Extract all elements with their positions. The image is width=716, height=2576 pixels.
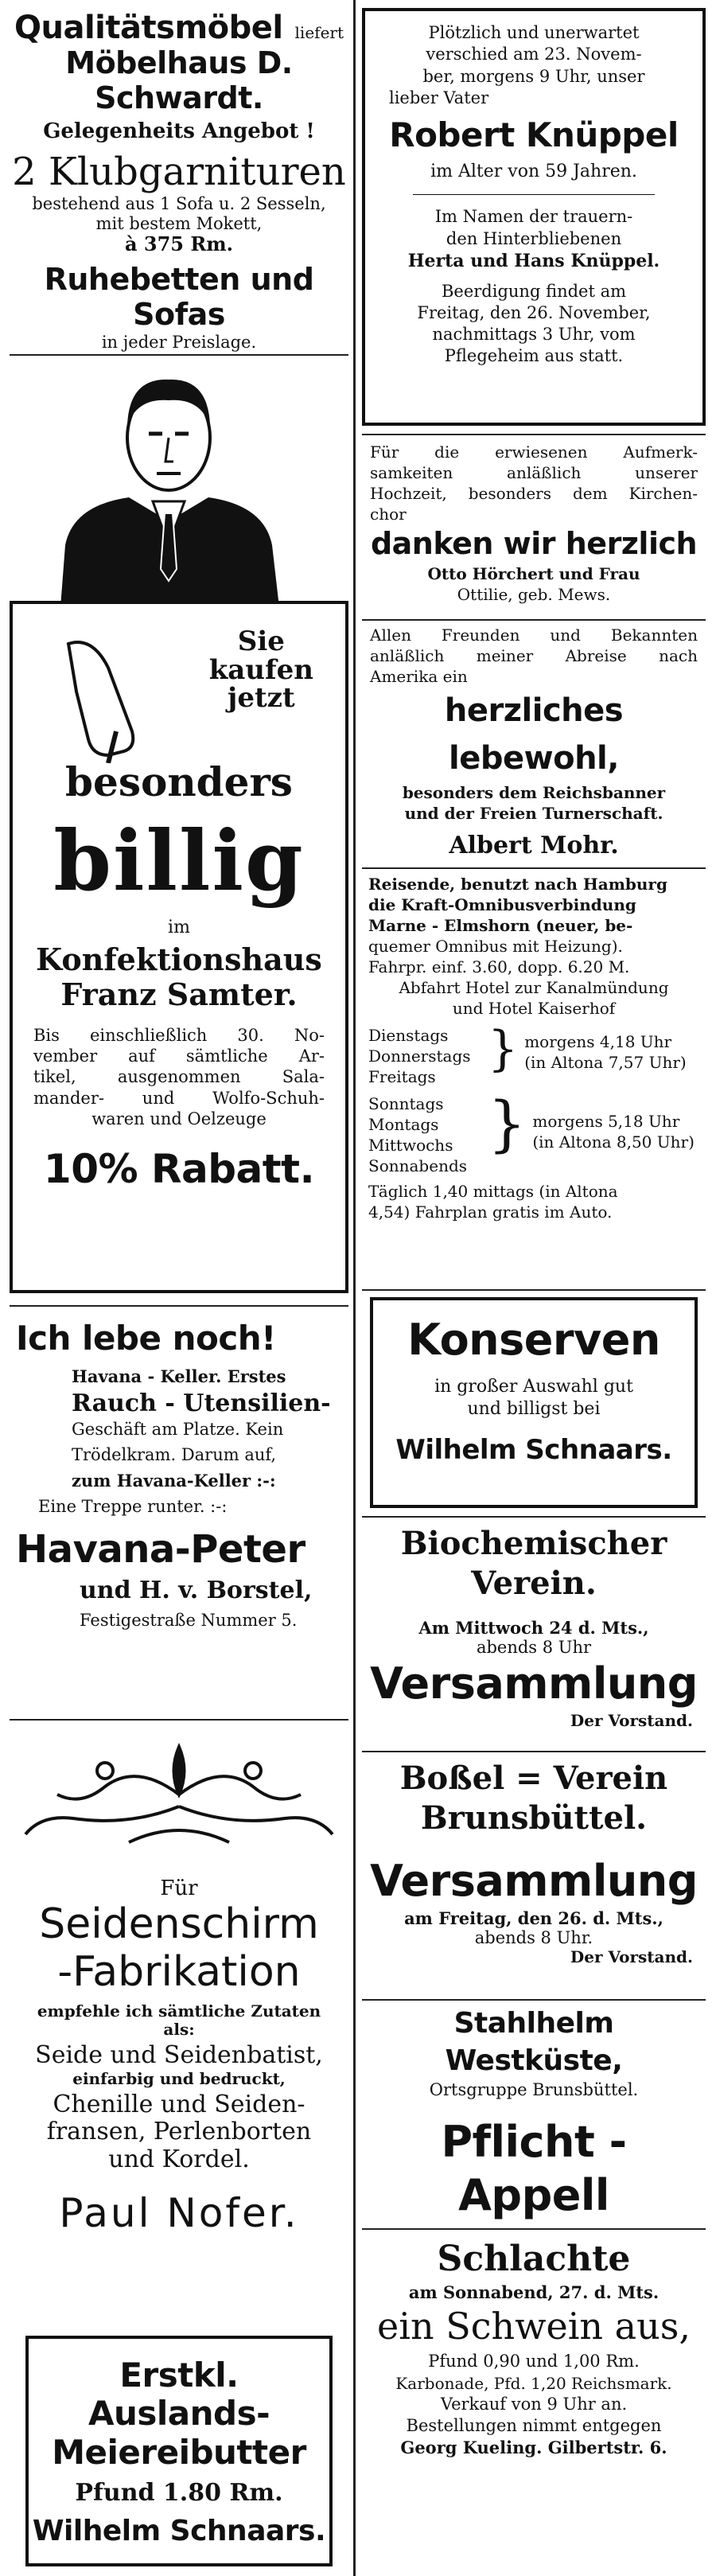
butter-l4: Wilhelm Schnaars.	[32, 2515, 326, 2548]
samter-line1: Sie	[237, 625, 285, 657]
dank-l5: danken wir herzlich	[370, 526, 698, 561]
bio-l3: Am Mittwoch 24 d. Mts.,	[418, 1618, 649, 1638]
dank-l3: Hochzeit, besonders dem Kirchen-	[370, 484, 698, 503]
omnibus-d3: Freitags	[368, 1067, 436, 1086]
bossel-l2: Brunsbüttel.	[420, 1799, 648, 1837]
separator	[362, 1289, 706, 1291]
omnibus-brace-1: }	[488, 1021, 519, 1077]
moebel-line6: mit bestem Mokett,	[95, 213, 263, 233]
mohr-l6: und der Freien Turnerschaft.	[404, 804, 663, 823]
nofer-l1: Für	[160, 1876, 198, 1900]
butter-l3: Pfund 1.80 Rm.	[75, 2478, 283, 2507]
omnibus-ad	[362, 874, 706, 1288]
death-l9: Freitag, den 26. November,	[417, 302, 651, 322]
omnibus-d4: Sonntags	[368, 1094, 444, 1113]
bossel-l6: Der Vorstand.	[570, 1947, 693, 1966]
konserven-l3: und billigst bei	[467, 1399, 601, 1420]
separator	[362, 619, 706, 621]
omnibus-l9: 4,54) Fahrplan gratis im Auto.	[368, 1202, 613, 1222]
bossel-l5: abends 8 Uhr.	[474, 1927, 593, 1947]
samter-line7: Konfektionshaus	[36, 941, 322, 978]
bossel-l4: am Freitag, den 26. d. Mts.,	[404, 1908, 663, 1928]
bossel-l3: Versammlung	[370, 1856, 698, 1906]
death-l3: ber, morgens 9 Uhr, unser	[422, 66, 645, 86]
schlachte-l1: Schlachte	[437, 2239, 631, 2279]
omnibus-l2: die Kraft-Omnibusverbindung	[368, 895, 636, 914]
butter-ad	[25, 2336, 333, 2566]
butter-l2: Meiereibutter	[52, 2432, 306, 2472]
stahl-l3: Pflicht - Appell	[441, 2116, 627, 2220]
havana-l7: Havana-Peter	[16, 1527, 305, 1572]
bossel-ad	[362, 1759, 706, 1993]
pointing-hand-icon	[60, 636, 156, 763]
mohr-l4: herzliches lebewohl,	[444, 692, 624, 777]
death-l8: Beerdigung findet am	[441, 281, 627, 301]
omnibus-l5: Fahrpr. einf. 3.60, dopp. 6.20 M.	[368, 957, 630, 976]
nofer-l10: und Kordel.	[108, 2145, 250, 2173]
omnibus-l1: Reisende, benutzt nach Hamburg	[368, 875, 667, 894]
konserven-ad	[370, 1297, 698, 1508]
stahl-l1: Stahlhelm Westküste,	[445, 2007, 623, 2077]
bio-l5: Versammlung	[370, 1658, 698, 1709]
havana-ad	[10, 1313, 348, 1711]
samter-frame	[10, 601, 348, 1293]
separator	[362, 434, 706, 435]
omnibus-d5: Montags	[368, 1115, 439, 1134]
death-age: im Alter von 59 Jahren.	[430, 161, 637, 181]
death-l2: verschied am 23. Novem-	[426, 45, 642, 64]
dank-ad	[362, 442, 706, 613]
dank-l1: Für die erwiesenen Aufmerk-	[370, 442, 698, 462]
nofer-l8: Chenille und Seiden-	[53, 2090, 305, 2118]
separator	[10, 1719, 348, 1721]
omnibus-t2: (in Altona 7,57 Uhr)	[524, 1053, 687, 1072]
omnibus-d6: Mittwochs	[368, 1136, 453, 1155]
mohr-l5: besonders dem Reichsbanner	[402, 783, 666, 802]
havana-l4: Trödelkram. Darum auf,	[72, 1445, 277, 1465]
moebel-line2: Möbelhaus D. Schwardt.	[65, 45, 293, 115]
death-l10: nachmittags 3 Uhr, vom	[432, 325, 636, 345]
moebel-line3: Gelegenheits Angebot !	[43, 119, 315, 144]
separator	[362, 867, 706, 869]
mohr-l1: Allen Freunden und Bekannten	[370, 625, 698, 645]
havana-l5: zum Havana-Keller :-:	[72, 1470, 276, 1491]
samter-body-4: waren und Oelzeuge	[91, 1109, 267, 1128]
omnibus-t3: morgens 5,18 Uhr	[532, 1112, 680, 1131]
death-l7: Herta und Hans Knüppel.	[407, 250, 660, 271]
havana-l6: Eine Treppe runter. :-:	[38, 1497, 228, 1517]
death-l1: Plötzlich und unerwartet	[428, 23, 640, 42]
nofer-l4: empfehle ich sämtliche Zutaten	[37, 2001, 321, 2021]
konserven-l1: Konserven	[407, 1315, 660, 1365]
samter-line5: billig	[53, 811, 305, 910]
moebel-line1a: Qualitätsmöbel	[14, 10, 283, 46]
nofer-l9: fransen, Perlenborten	[46, 2118, 312, 2146]
death-notice	[362, 8, 706, 426]
stahl-ad	[362, 2005, 706, 2220]
nofer-l6: Seide und Seidenbatist,	[35, 2041, 323, 2070]
samter-line4: besonders	[65, 758, 293, 805]
ornament-icon	[10, 1731, 348, 1858]
schlachte-l6: Verkauf von 9 Uhr an.	[440, 2394, 628, 2414]
schlachte-l5: Karbonade, Pfd. 1,20 Reichsmark.	[395, 2373, 672, 2393]
bio-l2: Verein.	[471, 1565, 597, 1602]
separator	[362, 1516, 706, 1518]
death-divider	[413, 194, 655, 195]
mohr-l2: anläßlich meiner Abreise nach	[370, 646, 698, 665]
nofer-l11: Paul Nofer.	[59, 2190, 299, 2237]
samter-body-1: vember auf sämtliche Ar-	[33, 1046, 325, 1066]
havana-l2: Rauch - Utensilien-	[72, 1389, 331, 1417]
death-l11: Pflegeheim aus statt.	[444, 346, 624, 366]
bio-l1: Biochemischer	[400, 1525, 667, 1562]
butter-l1: Erstkl. Auslands-	[88, 2356, 270, 2434]
moebel-line9: in jeder Preislage.	[101, 332, 257, 352]
bossel-l1: Boßel = Verein	[399, 1760, 668, 1797]
samter-line8: Franz Samter.	[60, 976, 298, 1013]
nofer-ad	[10, 1731, 348, 2320]
omnibus-brace-2: }	[488, 1088, 527, 1159]
dank-l7: Ottilie, geb. Mews.	[457, 585, 611, 605]
samter-line3: jetzt	[228, 682, 295, 715]
death-name: Robert Knüppel	[389, 115, 679, 155]
samter-body-0: Bis einschließlich 30. No-	[33, 1025, 325, 1045]
samter-rabatt: 10% Rabatt.	[43, 1146, 315, 1193]
havana-l3: Geschäft am Platze. Kein	[72, 1419, 284, 1439]
samter-body-3: mander- und Wolfo-Schuh-	[33, 1088, 325, 1108]
death-l5: Im Namen der trauern-	[434, 207, 633, 227]
column-divider	[353, 0, 356, 2576]
konserven-l4: Wilhelm Schnaars.	[395, 1433, 672, 1466]
death-l4: lieber Vater	[389, 88, 489, 107]
schlachte-l2: am Sonnabend, 27. d. Mts.	[408, 2282, 660, 2303]
moebel-line5: bestehend aus 1 Sofa u. 2 Sesseln,	[32, 194, 326, 214]
bio-ad	[362, 1524, 706, 1747]
stahl-l2: Ortsgruppe Brunsbüttel.	[429, 2079, 639, 2099]
samter-ad	[10, 362, 348, 1293]
separator	[362, 1751, 706, 1752]
omnibus-l4: quemer Omnibus mit Heizung).	[368, 937, 623, 956]
separator	[362, 2228, 706, 2230]
samter-line6: im	[168, 918, 190, 938]
havana-title: Ich lebe noch!	[16, 1319, 276, 1358]
havana-l8: und H. v. Borstel,	[80, 1576, 313, 1605]
bio-l6: Der Vorstand.	[570, 1710, 693, 1730]
samter-body-2: tikel, ausgenommen Sala-	[33, 1067, 325, 1087]
schlachte-l3: ein Schwein aus,	[377, 2305, 691, 2348]
mohr-l7: Albert Mohr.	[449, 832, 619, 859]
schlachte-l7: Bestellungen nimmt entgegen	[406, 2415, 662, 2435]
omnibus-d2: Donnerstags	[368, 1046, 471, 1066]
havana-l1: Havana - Keller. Erstes	[72, 1366, 286, 1387]
omnibus-d7: Sonnabends	[368, 1156, 468, 1175]
konserven-l2: in großer Auswahl gut	[434, 1376, 633, 1397]
separator	[10, 1305, 348, 1307]
omnibus-t4: (in Altona 8,50 Uhr)	[532, 1132, 695, 1152]
dank-l4: chor	[370, 505, 407, 524]
mohr-l3: Amerika ein	[370, 667, 468, 686]
havana-l9: Festigestraße Nummer 5.	[80, 1611, 298, 1631]
omnibus-l6: Abfahrt Hotel zur Kanalmündung	[399, 978, 669, 997]
dank-l2: samkeiten anläßlich unserer	[370, 463, 698, 482]
separator	[10, 354, 348, 356]
moebel-line4: 2 Klubgarnituren	[12, 150, 346, 195]
nofer-l3: -Fabrikation	[57, 1947, 301, 1996]
omnibus-l8: Täglich 1,40 mittags (in Altona	[368, 1182, 618, 1201]
mohr-ad	[362, 625, 706, 859]
schlachte-ad	[362, 2236, 706, 2570]
moebel-line1b: liefert	[294, 23, 344, 42]
nofer-l7: einfarbig und bedruckt,	[72, 2068, 286, 2088]
moebel-line8: Ruhebetten und Sofas	[44, 262, 314, 333]
samter-top-text	[208, 625, 313, 715]
bio-l4: abends 8 Uhr	[476, 1638, 592, 1657]
schlachte-l8: Georg Kueling. Gilbertstr. 6.	[400, 2438, 667, 2458]
dank-l6: Otto Hörchert und Frau	[427, 564, 640, 584]
moebel-ad	[10, 10, 348, 352]
omnibus-t1: morgens 4,18 Uhr	[524, 1032, 672, 1051]
nofer-l2: Seidenschirm	[39, 1900, 319, 1948]
omnibus-d1: Dienstags	[368, 1026, 449, 1045]
moebel-line7: à 375 Rm.	[124, 232, 234, 255]
nofer-l5: als:	[163, 2020, 195, 2040]
samter-line2: kaufen	[208, 653, 313, 686]
omnibus-l3: Marne - Elmshorn (neuer, be-	[368, 916, 633, 935]
separator	[362, 1999, 706, 2001]
schlachte-l4: Pfund 0,90 und 1,00 Rm.	[428, 2352, 640, 2371]
omnibus-l7: und Hotel Kaiserhof	[452, 999, 616, 1018]
death-l6: den Hinterbliebenen	[446, 228, 622, 248]
